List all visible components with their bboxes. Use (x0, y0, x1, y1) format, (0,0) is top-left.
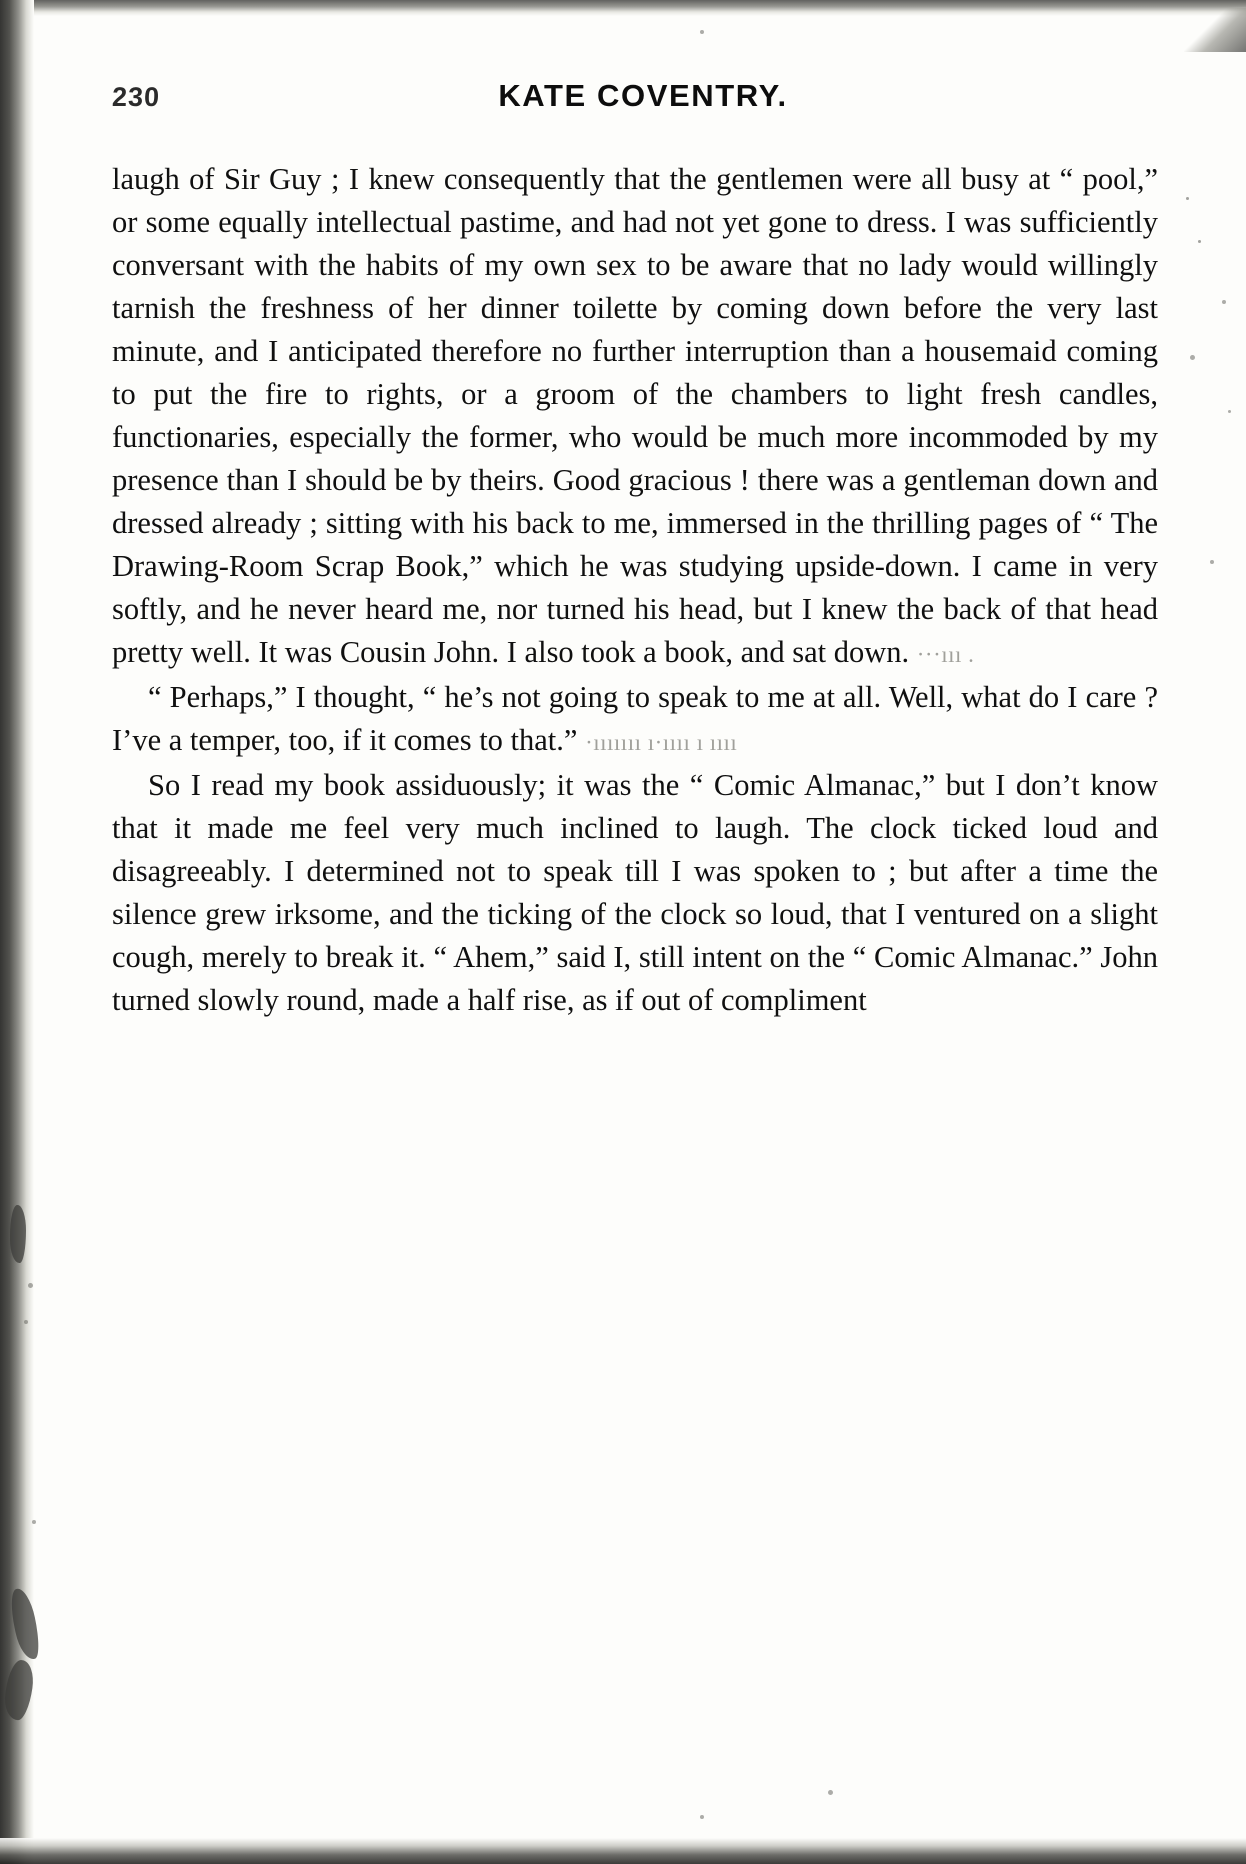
scan-speck (32, 1520, 36, 1524)
paragraph (112, 764, 1158, 1022)
paragraph-text: laugh of Sir Guy ; I knew consequently that the gentlemen were all busy at “ pool,” or some equally intellectual pastime, and had not yet gone to dress. I was sufficiently conversant with the habits of my own sex to be aware that no lady would willingly tarnish the freshness of her dinner toilette by coming down before the very last minute, and I anticipated therefore no further interruption than a housemaid coming to put the fire to rights, or a groom of the chambers to light fresh candles, functionaries, especially the former, who would be much more incommoded by my presence than I should be by theirs. Good gracious ! there was a gentleman down and dressed already ; sitting with his back to me, immersed in the thrilling pages of “ The Drawing-Room Scrap Book,” which he was studying upside-down. I came in very softly, and he never heard me, nor turned his head, but I knew the back of that head pretty well. It was Cousin John. I also took a book, and sat down. (112, 162, 1158, 669)
scan-speck (828, 1790, 833, 1795)
paragraph (112, 158, 1158, 676)
paragraph (112, 676, 1158, 764)
page-bottom-edge-shadow (0, 1838, 1246, 1864)
margin-smudge (10, 1205, 26, 1263)
paragraph-text: “ Perhaps,” I thought, “ he’s not going to speak to me at all. Well, what do I care ? I’ve a temper, too, if it comes to that.” (112, 680, 1158, 757)
scan-speck (1228, 410, 1231, 413)
scan-speck (1210, 560, 1214, 564)
scan-speck (1190, 355, 1195, 360)
scan-speck (700, 1815, 704, 1819)
page-left-edge-shadow (0, 0, 34, 1864)
scan-speck (1198, 240, 1201, 243)
scan-speck (24, 1320, 28, 1324)
scan-speck (1186, 197, 1189, 200)
faint-bleedthrough-mark: ···ııı . (916, 642, 975, 667)
faint-bleedthrough-mark: ·ııııııı ı·ıııı ı ıııı (585, 730, 738, 755)
scan-speck (1222, 300, 1226, 304)
scan-speck (700, 30, 704, 34)
page-corner-tear (1184, 8, 1246, 52)
running-head-title: KATE COVENTRY. (498, 78, 788, 113)
page-top-edge-shadow (34, 0, 1246, 16)
scan-speck (28, 1283, 33, 1288)
page-body (112, 158, 1158, 1022)
page-header (0, 78, 1246, 126)
page-number: 230 (111, 82, 161, 112)
paragraph-text: So I read my book assiduously; it was the “ Comic Almanac,” but I don’t know that it made me feel very much inclined to laugh. The clock ticked loud and disagreeably. I determined not to speak till I was spoken to ; but after a time the silence grew irksome, and the ticking of the clock so loud, that I ventured on a slight cough, merely to break it. “ Ahem,” said I, still intent on the “ Comic Almanac.” John turned slowly round, made a half rise, as if out of compliment (112, 768, 1158, 1017)
